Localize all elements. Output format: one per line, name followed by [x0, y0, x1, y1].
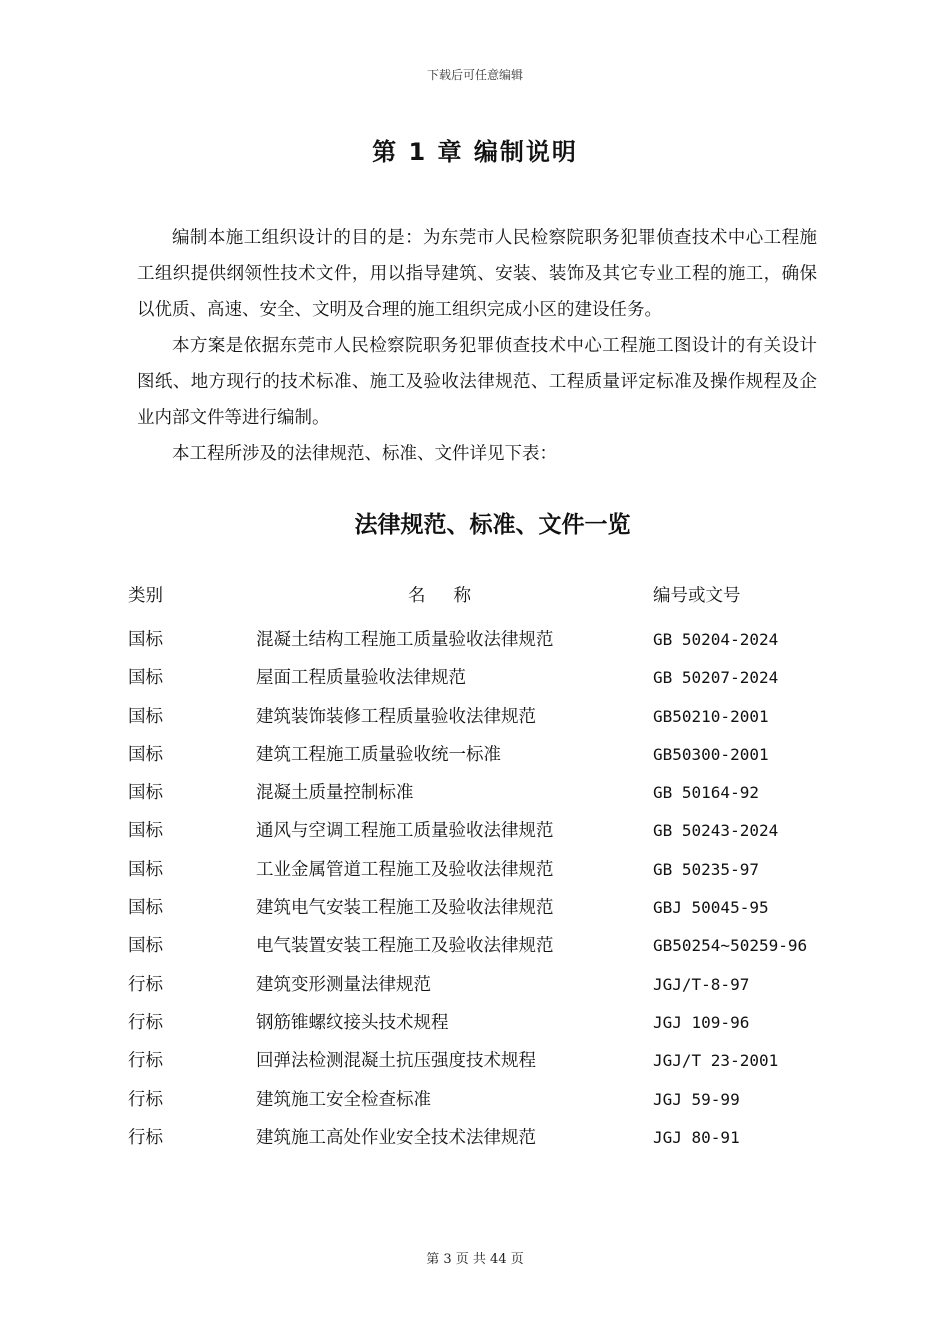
- row-code: JGJ/T 23-2001: [653, 1051, 779, 1071]
- row-code: GB 50164-92: [653, 783, 759, 803]
- standards-table: [128, 577, 828, 1157]
- row-name: 建筑电气安装工程施工及验收法律规范: [256, 898, 554, 919]
- row-name: 通风与空调工程施工质量验收法律规范: [256, 821, 554, 842]
- row-name: 混凝土结构工程施工质量验收法律规范: [256, 630, 554, 650]
- row-category: 行标: [128, 1012, 163, 1033]
- header-name: 名称: [408, 586, 499, 606]
- row-code: GB50300-2001: [653, 744, 769, 764]
- table-row: [128, 889, 828, 927]
- row-category: 国标: [128, 898, 163, 919]
- row-name: 建筑工程施工质量验收统一标准: [256, 744, 501, 765]
- row-name: 混凝土质量控制标准: [256, 783, 414, 804]
- body-text: [137, 220, 817, 472]
- page-footer: 第 3 页 共 44 页: [426, 1252, 524, 1267]
- row-name: 回弹法检测混凝土抗压强度技术规程: [256, 1051, 536, 1072]
- table-row: [128, 1042, 828, 1080]
- row-category: 国标: [128, 936, 163, 957]
- row-category: 国标: [128, 706, 163, 727]
- row-code: JGJ 80-91: [653, 1127, 740, 1147]
- table-row: [128, 736, 828, 774]
- row-code: JGJ/T-8-97: [653, 974, 750, 994]
- table-row: [128, 927, 828, 965]
- header-code: 编号或文号: [653, 586, 741, 606]
- table-row: [128, 1081, 828, 1119]
- table-title: 法律规范、标准、文件一览: [354, 512, 631, 538]
- table-row: [128, 621, 828, 659]
- row-code: GBJ 50045-95: [653, 898, 769, 918]
- table-row: [128, 812, 828, 850]
- table-row: [128, 698, 828, 736]
- table-row: [128, 851, 828, 889]
- chapter-title: 第 1 章 编制说明: [372, 138, 578, 166]
- table-row: [128, 659, 828, 697]
- row-code: GB50210-2001: [653, 706, 769, 726]
- row-category: 国标: [128, 668, 163, 689]
- row-code: JGJ 59-99: [653, 1089, 740, 1109]
- header-category: 类别: [128, 586, 163, 606]
- row-name: 建筑装饰装修工程质量验收法律规范: [256, 706, 536, 727]
- row-category: 国标: [128, 783, 163, 804]
- row-category: 行标: [128, 974, 163, 995]
- row-category: 国标: [128, 821, 163, 842]
- row-category: 国标: [128, 630, 163, 650]
- table-row: [128, 1119, 828, 1157]
- table-row: [128, 774, 828, 812]
- table-row: [128, 966, 828, 1004]
- row-code: GB 50243-2024: [653, 821, 779, 841]
- row-code: GB50254~50259-96: [653, 936, 808, 956]
- row-code: JGJ 109-96: [653, 1012, 750, 1032]
- table-header-row: [128, 577, 828, 621]
- row-category: 行标: [128, 1051, 163, 1072]
- paragraph-basis: 本方案是依据东莞市人民检察院职务犯罪侦查技术中心工程施工图设计的有关设计图纸、地方现行的技术标准、施工及验收法律规范、工程质量评定标准及操作规程及企业内部文件等进行编制。: [137, 336, 817, 428]
- row-code: GB 50235-97: [653, 859, 759, 879]
- row-category: 国标: [128, 859, 163, 880]
- row-category: 国标: [128, 744, 163, 765]
- row-name: 电气装置安装工程施工及验收法律规范: [256, 936, 554, 957]
- row-code: GB 50207-2024: [653, 668, 779, 688]
- table-row: [128, 1004, 828, 1042]
- row-name: 建筑施工高处作业安全技术法律规范: [256, 1127, 536, 1148]
- row-code: GB 50204-2024: [653, 630, 779, 649]
- paragraph-purpose: 编制本施工组织设计的目的是：为东莞市人民检察院职务犯罪侦查技术中心工程施工组织提供纲领性技术文件，用以指导建筑、安装、装饰及其它专业工程的施工，确保以优质、高速、安全、文明及合理的施工组织完成小区的建设任务。: [137, 228, 817, 320]
- row-name: 建筑施工安全检查标准: [256, 1089, 431, 1110]
- row-name: 钢筋锥螺纹接头技术规程: [256, 1012, 449, 1033]
- header-note: 下载后可任意编辑: [426, 68, 523, 82]
- row-category: 行标: [128, 1089, 163, 1110]
- table-body: [128, 621, 828, 1157]
- row-name: 建筑变形测量法律规范: [256, 974, 431, 995]
- row-name: 屋面工程质量验收法律规范: [256, 668, 466, 689]
- row-name: 工业金属管道工程施工及验收法律规范: [256, 859, 554, 880]
- row-category: 行标: [128, 1127, 163, 1148]
- paragraph-table-intro: 本工程所涉及的法律规范、标准、文件详见下表：: [172, 444, 557, 464]
